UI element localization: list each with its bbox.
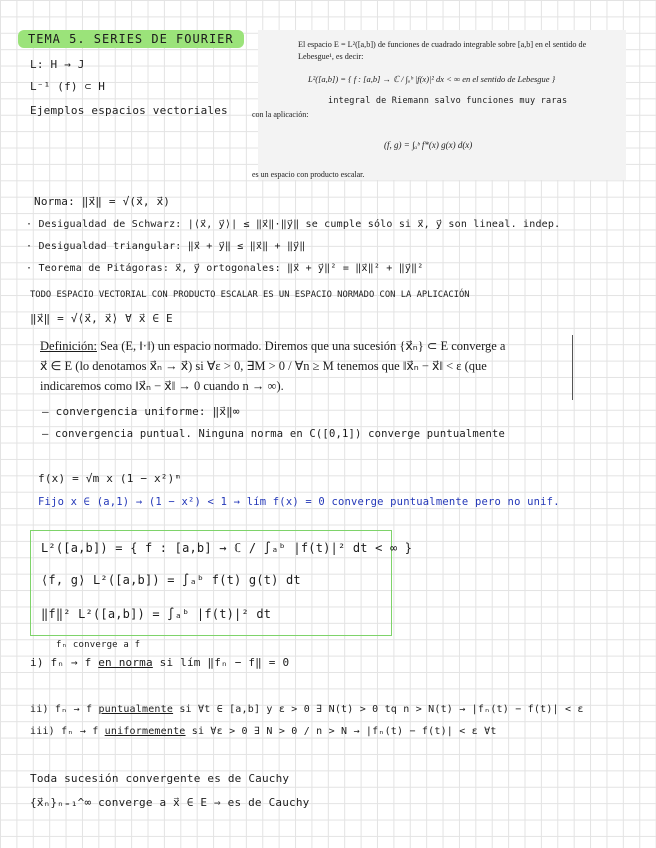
bullet-triangular: · Desigualdad triangular: ‖x⃗ + y⃗‖ ≤ ‖x⃗‖ + ‖y⃗‖	[26, 241, 306, 252]
bullet-pitagoras: · Teorema de Pitágoras: x⃗, y⃗ ortogonales: ‖x⃗ + y⃗‖² = ‖x⃗‖² + ‖y⃗‖²	[26, 263, 424, 274]
mode-uniformemente: iii) fₙ → f uniformemente si ∀ε > 0 ∃ N > 0 / n > N → |fₙ(t) − f(t)| < ε ∀t	[30, 726, 497, 737]
definition-line-2: x⃗ ∈ E (lo denotamos x⃗ₙ → x⃗) si ∀ε > 0, ∃M > 0 / ∀n ≥ M tenemos que ‖x⃗ₙ − x⃗‖ < ε (que	[40, 359, 487, 373]
definition-line-1	[40, 338, 505, 354]
header-line-2: L⁻¹ (f) ⊂ H	[30, 80, 106, 93]
definition-text-1: Sea (E, ‖·‖) un espacio normado. Diremos que una sucesión {x⃗ₙ} ⊂ E converge a	[100, 339, 506, 353]
definition-label: Definición:	[40, 339, 97, 353]
mode-puntualmente: ii) fₙ → f puntualmente si ∀t ∈ [a,b] y ε > 0 ∃ N(t) > 0 tq n > N(t) → |fₙ(t) − f(t)| < ε	[30, 704, 584, 715]
snippet-inner-product: (f, g) = ∫ₐᵇ f*(x) g(x) d(x)	[384, 140, 473, 150]
convergence-uniforme: – convergencia uniforme: ‖x⃗‖∞	[42, 405, 240, 418]
cauchy-statement: Toda sucesión convergente es de Cauchy	[30, 772, 290, 785]
snippet-formula: L²([a,b]) = { f : [a,b] → ℂ / ∫ₐᵇ |f(x)|² dx < ∞ en el sentido de Lebesgue }	[308, 74, 556, 84]
textbook-snippet	[252, 30, 626, 180]
cauchy-sequence: {x⃗ₙ}ₙ₌₁^∞ converge a x⃗ ∈ E ⇒ es de Cauchy	[30, 796, 310, 809]
norm-definition: ‖x⃗‖ = √⟨x⃗, x⃗⟩ ∀ x⃗ ∈ E	[30, 312, 173, 325]
example-blue-note: Fijo x ∈ (a,1) → (1 − x²) < 1 → lím f(x) = 0 converge puntualmente pero no unif.	[38, 496, 560, 508]
definition-box	[40, 335, 573, 400]
mode-en-norma: i) fₙ → f en norma si lím ‖fₙ − f‖ = 0	[30, 656, 290, 669]
example-function: f(x) = √m x (1 − x²)ᵐ	[38, 472, 182, 485]
definition-line-3: indicaremos como ‖x⃗ₙ − x⃗‖ → 0 cuando n → ∞).	[40, 379, 284, 393]
l2-definition-box	[30, 530, 413, 636]
norma-line: Norma: ‖x⃗‖ = √(x⃗, x⃗)	[34, 195, 171, 208]
l2-inner-product: ⟨f, g⟩ L²([a,b]) = ∫ₐᵇ f(t) g(t) dt	[41, 573, 301, 587]
snippet-handwritten-note: integral de Riemann salvo funciones muy raras	[328, 96, 568, 106]
todo-espacio-line: TODO ESPACIO VECTORIAL CON PRODUCTO ESCALAR ES UN ESPACIO NORMADO CON LA APLICACIÓN	[30, 290, 470, 300]
page-title: TEMA 5. SERIES DE FOURIER	[18, 30, 244, 48]
snippet-closing: es un espacio con producto escalar.	[252, 170, 365, 179]
convergence-puntual: – convergencia puntual. Ninguna norma en C([0,1]) converge puntualmente	[42, 428, 506, 440]
header-line-1: L: H → J	[30, 58, 85, 71]
fn-converge-note: fₙ converge a f	[56, 640, 141, 650]
snippet-application-label: con la aplicación:	[252, 110, 309, 119]
bullet-schwarz: · Desigualdad de Schwarz: |⟨x⃗, y⃗⟩| ≤ ‖x⃗‖·‖y⃗‖ se cumple sólo si x⃗, y⃗ son lineal. indep.	[26, 219, 561, 230]
l2-norm: ‖f‖² L²([a,b]) = ∫ₐᵇ |f(t)|² dt	[41, 607, 272, 621]
header-line-3: Ejemplos espacios vectoriales	[30, 104, 228, 117]
l2-space-def: L²([a,b]) = { f : [a,b] → ℂ / ∫ₐᵇ |f(t)|² dt < ∞ }	[41, 541, 413, 555]
snippet-intro: El espacio E = L²([a,b]) de funciones de cuadrado integrable sobre [a,b] en el sentido de Lebesgue¹, es decir:	[298, 40, 587, 61]
